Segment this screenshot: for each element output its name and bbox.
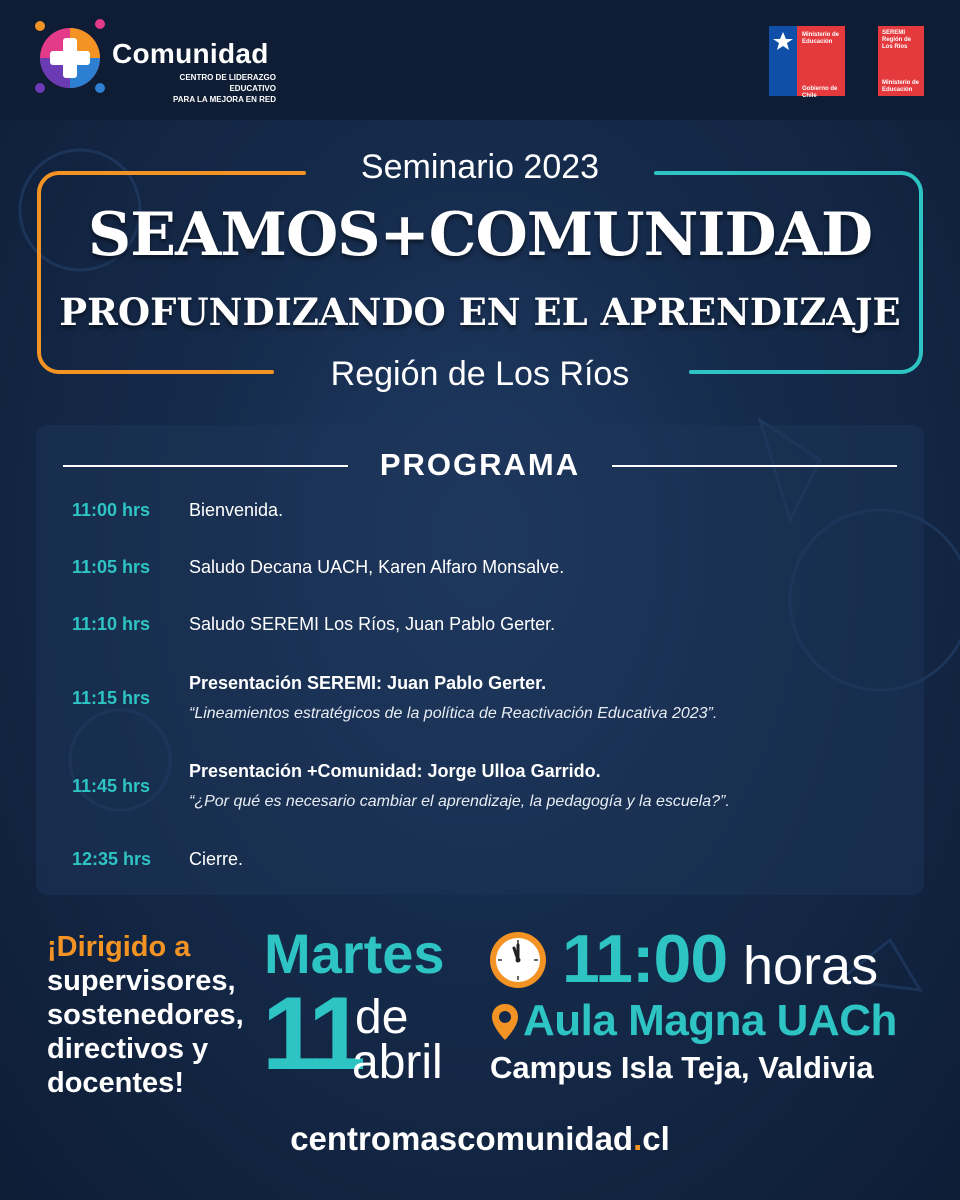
program-time: 11:00 hrs (72, 500, 151, 520)
program-title: PROGRAMA (379, 447, 581, 482)
event-time-unit: horas (743, 936, 879, 996)
program-panel (36, 425, 924, 895)
brand-name: Comunidad (112, 38, 269, 69)
brand-logo (32, 18, 282, 104)
program-text: Bienvenida. (189, 500, 284, 520)
event-subtitle: PROFUNDIZANDO EN EL APRENDIZAJE (59, 290, 901, 334)
seremi-footer: Ministerio de Educación (882, 80, 920, 93)
event-month: abril (352, 1036, 443, 1089)
program-text: Saludo Decana UACH, Karen Alfaro Monsalve. (189, 557, 565, 577)
program-time: 12:35 hrs (72, 849, 152, 869)
event-weekday: Martes (264, 922, 445, 985)
seremi-name: SEREMI Región de Los Ríos (882, 30, 912, 50)
program-time: 11:15 hrs (72, 688, 151, 708)
seminar-kicker: Seminario 2023 (360, 148, 600, 186)
plus-logo-icon (32, 18, 108, 94)
website-link[interactable]: centromascomunidad.cl (290, 1120, 670, 1157)
brand-tagline: CENTRO DE LIDERAZGO EDUCATIVO PARA LA MEJORA EN RED (173, 73, 276, 104)
program-text: Presentación SEREMI: Juan Pablo Gerter. (189, 673, 547, 693)
location-pin-icon (490, 1002, 520, 1042)
event-place: Campus Isla Teja, Valdivia (490, 1050, 874, 1085)
seremi-logo (878, 26, 924, 96)
program-quote: “Lineamientos estratégicos de la política de Reactivación Educativa 2023”. (189, 705, 718, 722)
mineduc-footer: Gobierno de Chile (802, 86, 838, 99)
program-quote: “¿Por qué es necesario cambiar el aprendizaje, la pedagogía y la escuela?”. (189, 793, 730, 810)
program-text: Cierre. (189, 849, 244, 869)
event-venue: Aula Magna UACh (523, 996, 897, 1045)
mineduc-logo (769, 26, 845, 99)
program-time: 11:45 hrs (72, 776, 151, 796)
audience-text: ¡Dirigido a supervisores, sostenedores, directivos y docentes! (47, 931, 244, 1099)
event-date-de: de (355, 991, 409, 1044)
event-region: Región de Los Ríos (330, 355, 630, 393)
coat-of-arms-icon (769, 30, 797, 56)
program-time: 11:05 hrs (72, 557, 151, 577)
event-title: SEAMOS+COMUNIDAD (87, 200, 873, 270)
program-text: Presentación +Comunidad: Jorge Ulloa Garrido. (189, 761, 601, 781)
event-day: 11 (262, 976, 360, 1092)
clock-icon (488, 930, 548, 990)
program-time: 11:10 hrs (72, 614, 151, 634)
event-time: 11:00 (562, 921, 728, 997)
program-text: Saludo SEREMI Los Ríos, Juan Pablo Gerter. (189, 614, 556, 634)
mineduc-name: Ministerio de Educación (802, 32, 840, 45)
